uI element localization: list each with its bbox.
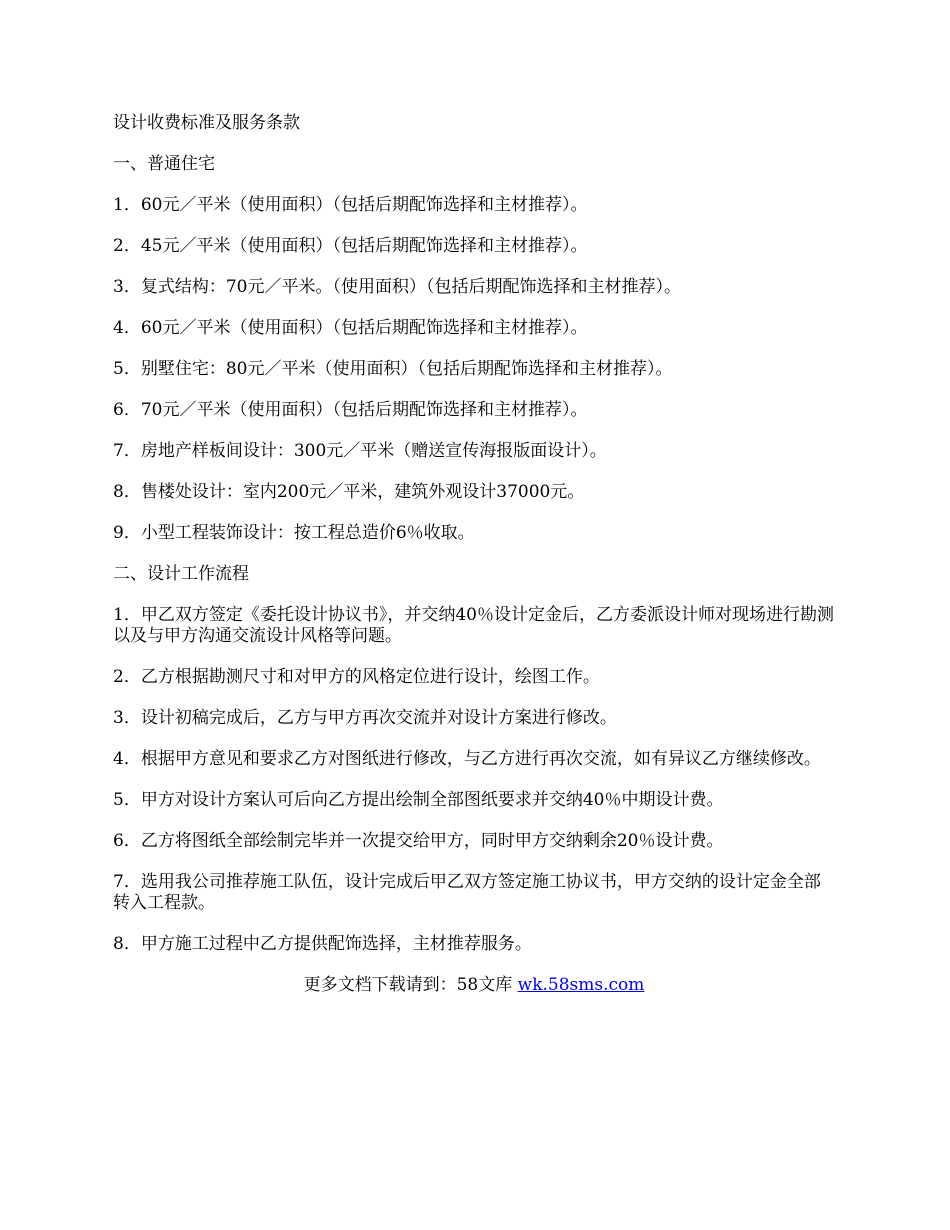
workflow-step: 5．甲方对设计方案认可后向乙方提出绘制全部图纸要求并交纳40％中期设计费。 xyxy=(113,790,724,810)
section-heading-workflow: 二、设计工作流程 xyxy=(113,564,249,584)
fee-item: 7．房地产样板间设计：300元／平米（赠送宣传海报版面设计）。 xyxy=(113,441,607,461)
workflow-step: 6．乙方将图纸全部绘制完毕并一次提交给甲方，同时甲方交纳剩余20％设计费。 xyxy=(113,831,724,851)
section-heading-residential: 一、普通住宅 xyxy=(113,154,215,174)
fee-item: 5．别墅住宅：80元／平米（使用面积）（包括后期配饰选择和主材推荐）。 xyxy=(113,359,673,379)
fee-item: 8．售楼处设计：室内200元／平米，建筑外观设计37000元。 xyxy=(113,482,585,502)
fee-item: 1．60元／平米（使用面积）（包括后期配饰选择和主材推荐）。 xyxy=(113,195,588,215)
fee-item: 6．70元／平米（使用面积）（包括后期配饰选择和主材推荐）。 xyxy=(113,400,588,420)
footer-note xyxy=(113,975,835,996)
fee-item: 4．60元／平米（使用面积）（包括后期配饰选择和主材推荐）。 xyxy=(113,318,588,338)
fee-item: 3．复式结构：70元／平米。（使用面积）（包括后期配饰选择和主材推荐）。 xyxy=(113,277,681,297)
workflow-step: 3．设计初稿完成后，乙方与甲方再次交流并对设计方案进行修改。 xyxy=(113,708,617,728)
document-title: 设计收费标准及服务条款 xyxy=(113,113,300,133)
workflow-step: 2．乙方根据勘测尺寸和对甲方的风格定位进行设计，绘图工作。 xyxy=(113,667,600,687)
footer-link[interactable]: wk.58sms.com xyxy=(517,975,645,995)
fee-item: 9．小型工程装饰设计：按工程总造价6％收取。 xyxy=(113,523,475,543)
workflow-step: 8．甲方施工过程中乙方提供配饰选择，主材推荐服务。 xyxy=(113,934,532,954)
workflow-step: 7．选用我公司推荐施工队伍，设计完成后甲乙双方签定施工协议书，甲方交纳的设计定金全部转入工程款。 xyxy=(113,872,821,913)
workflow-step: 1．甲乙双方签定《委托设计协议书》，并交纳40％设计定金后，乙方委派设计师对现场进行勘测以及与甲方沟通交流设计风格等问题。 xyxy=(113,605,834,646)
workflow-step: 4．根据甲方意见和要求乙方对图纸进行修改，与乙方进行再次交流，如有异议乙方继续修改。 xyxy=(113,749,821,769)
fee-item: 2．45元／平米（使用面积）（包括后期配饰选择和主材推荐）。 xyxy=(113,236,588,256)
footer-text: 更多文档下载请到：58文库 xyxy=(303,975,518,995)
